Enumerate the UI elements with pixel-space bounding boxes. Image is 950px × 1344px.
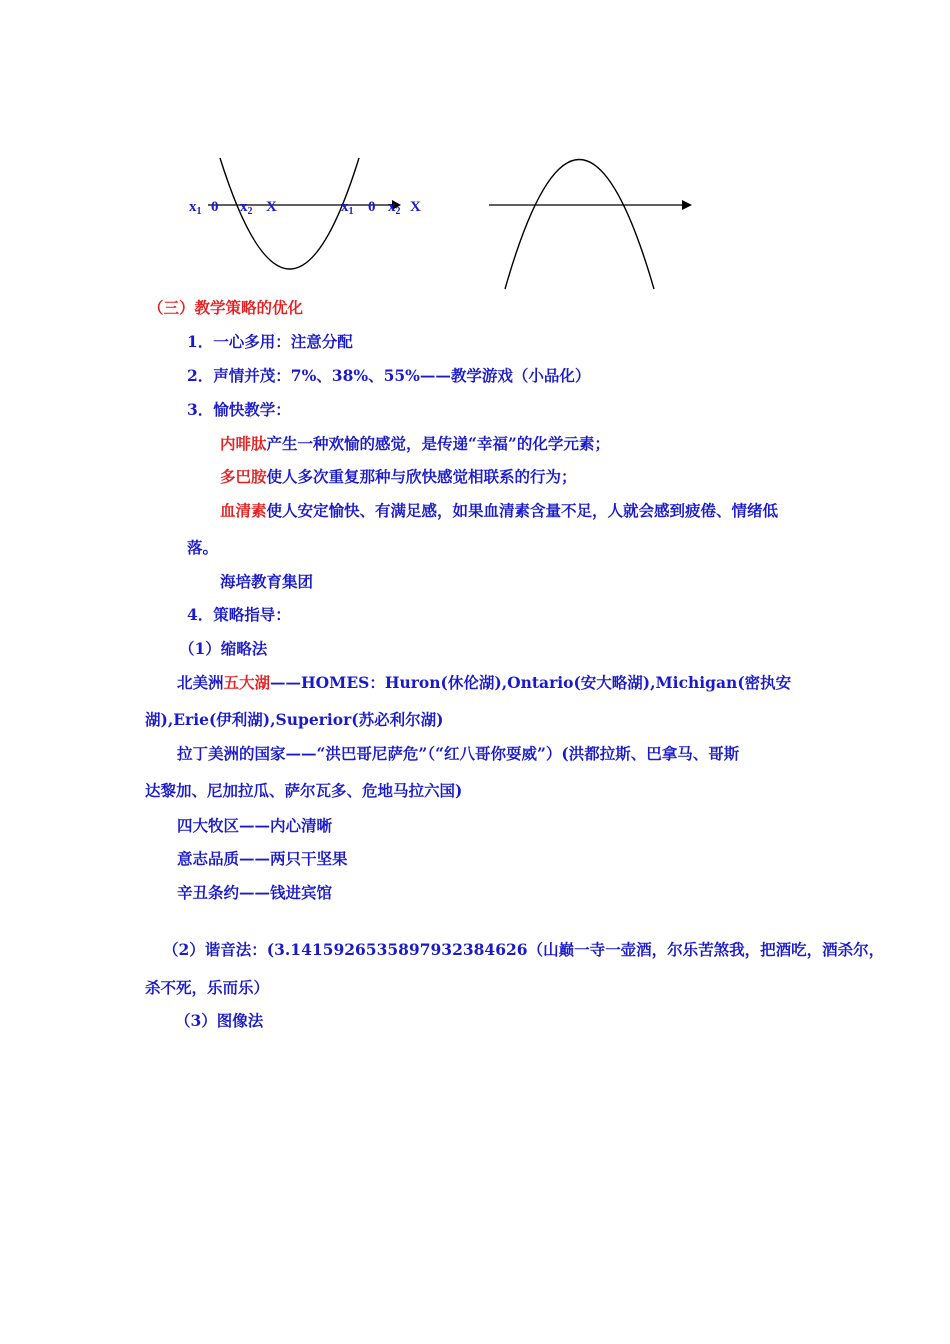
method-3: （3）图像法 [175,1011,264,1030]
latin-line-2: 达黎加、尼加拉瓜、萨尔瓦多、危地马拉六国) [145,781,463,800]
endorphin-line [220,434,610,454]
method-2-line-1: （2）谐音法：(3.14159265358979323846​26（山巅一寺一壶酒，尔乐苦煞我，把酒吃，酒杀尔， [163,940,885,959]
section-heading: （三）教学策略的优化 [148,298,304,317]
label-X-left: X [266,199,277,215]
item-2: 2．声情并茂：7%、38%、55%——教学游戏（小品化） [187,366,591,385]
endorphin-name: 内啡肽 [220,434,267,453]
org-name: 海培教育集团 [220,572,314,591]
lakes-highlight: 五大湖 [223,673,271,692]
item-1: 1．一心多用：注意分配 [187,332,353,351]
mnemonic-1: 四大牧区——内心清晰 [177,816,333,835]
right-axis-arrow [682,200,692,210]
method-1: （1）缩略法 [179,639,268,658]
label-x2-right: $x_2$ [388,199,401,217]
mnemonic-3: 辛丑条约——钱进宾馆 [177,883,333,902]
label-x1-right: $x_1$ [341,199,354,217]
serotonin-text: 使人安定愉快、有满足感，如果血清素含量不足，人就会感到疲倦、情绪低 [266,501,779,520]
item-4: 4．策略指导： [187,605,291,624]
lakes-rest: ——HOMES：Huron(休伦湖),Ontario(安大略湖),Michigan(密执安 [270,673,792,692]
serotonin-line [220,501,778,521]
endorphin-text: 产生一种欢愉的感觉，是传递“幸福”的化学元素； [266,434,610,453]
latin-line-1: 拉丁美洲的国家——“洪巴哥尼萨危”（“红八哥你耍威”）(洪都拉斯、巴拿马、哥斯 [177,744,740,763]
lakes-cont: 湖),Erie(伊利湖),Superior(苏必利尔湖) [145,710,444,729]
label-zero-left: 0 [211,199,219,215]
serotonin-name: 血清素 [220,501,267,520]
downward-parabola [505,160,654,290]
lakes-prefix: 北美洲 [177,673,224,692]
lakes-line [177,673,791,693]
label-X-right: X [410,199,421,215]
label-zero-right: 0 [368,199,376,215]
dopamine-name: 多巴胺 [220,467,267,486]
serotonin-cont: 落。 [187,538,219,557]
label-x1-left: $x_1$ [189,199,202,217]
dopamine-text: 使人多次重复那种与欣快感觉相联系的行为； [266,467,577,486]
mnemonic-2: 意志品质——两只干坚果 [177,849,348,868]
dopamine-line [220,467,577,487]
parabola-figure [0,0,950,300]
item-3: 3．愉快教学： [187,400,291,419]
method-2-line-2: 杀不死，乐而乐） [145,978,270,997]
label-x2-left: $x_2$ [240,199,253,217]
